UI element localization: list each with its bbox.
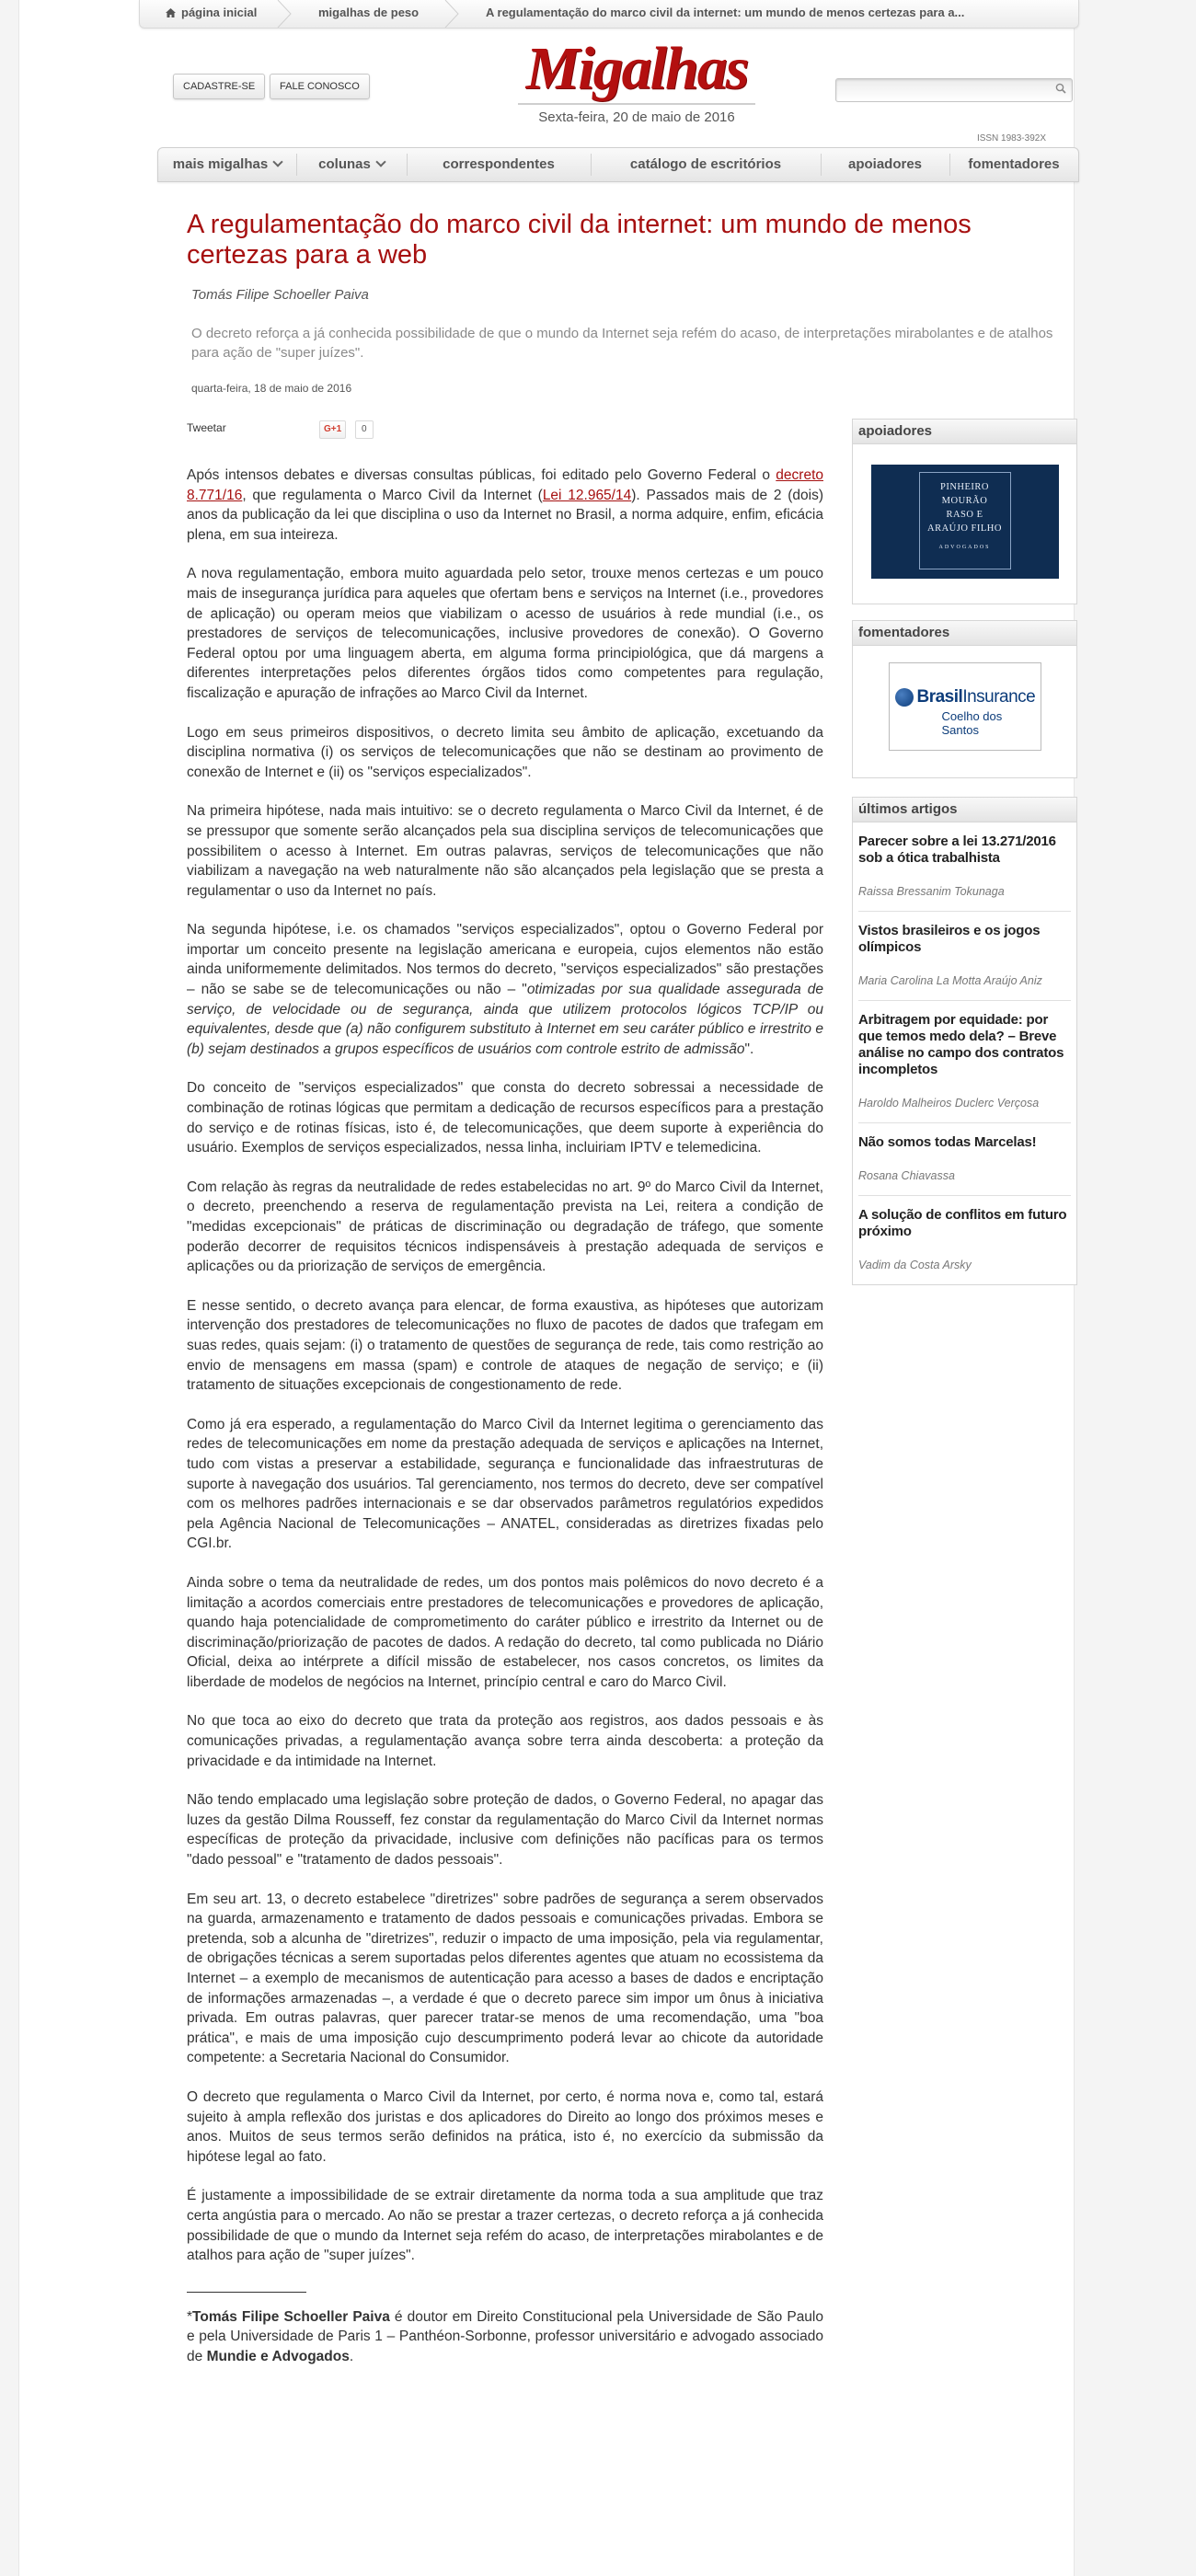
paragraph: Do conceito de "serviços especializados" que consta do decreto sobressai a necessidade de combinação de rotinas lógicas que permitam a dedicação de recursos específicos para a prestação do serviço e de rotinas físicas, isto é, de telecomunicações, que deem suporte à experiência do usuário. Exemplos de serviços especializados, nessa linha, incluiriam IPTV e telemedicina. bbox=[187, 1080, 823, 1156]
paragraph: Logo em seus primeiros dispositivos, o decreto limita seu âmbito de aplicação, excetuando da disciplina normativa (i) os serviços de telecomunicações que não se destinam ao provimento de conexão de Internet e (ii) os "serviços especializados". bbox=[187, 724, 823, 780]
breadcrumb-current: A regulamentação do marco civil da internet: um mundo de menos certezas para a... bbox=[486, 6, 965, 19]
nav-colunas[interactable]: colunas bbox=[296, 148, 407, 181]
ultimos-artigos-heading: últimos artigos bbox=[853, 798, 1076, 822]
paragraph: Após intensos debates e diversas consultas públicas, foi editado pelo Governo Federal o decreto 8.771/16, que regulamenta o Marco Civil da Internet (Lei 12.965/14). Passados mais de 2 (dois) anos da publicação da lei que disciplina o uso da Internet no Brasil, a norma adquire, enfim, eficácia plena, em sua inteireza. bbox=[187, 467, 823, 543]
paragraph: No que toca ao eixo do decreto que trata da proteção aos registros, aos dados pessoais e às comunicações privadas, a regulamentação avança sobre terra ainda descoberta: a proteção da privacidade e da intimidade na Internet. bbox=[187, 1713, 823, 1769]
main-nav bbox=[157, 147, 1079, 182]
article-date: quarta-feira, 18 de maio de 2016 bbox=[191, 382, 352, 395]
ultimos-artigos-box bbox=[852, 797, 1077, 1285]
article-link-author: Raissa Bressanim Tokunaga bbox=[858, 885, 1005, 898]
paragraph: Não tendo emplacado uma legislação sobre proteção de dados, o Governo Federal, no apagar das luzes da gestão Dilma Rousseff, fez constar da regulamentação do Marco Civil da Internet normas específicas de proteção da privacidade, inclusive com definições não pacíficas para os termos "dado pessoal" e "tratamento de dados pessoais". bbox=[187, 1792, 823, 1869]
google-plus-button[interactable]: G+1 bbox=[319, 420, 346, 439]
list-item[interactable] bbox=[858, 912, 1071, 1001]
footnote-divider bbox=[187, 2292, 306, 2293]
paragraph: Na segunda hipótese, i.e. os chamados "serviços especializados", optou o Governo Federal por importar um conceito presente na legislação americana e europeia, cujos elementos não estão ainda uniformemente delimitados. Nos termos do decreto, "serviços especializados" são prestações – não se sabe se de telecomunicações ou não – "otimizadas por sua qualidade assegurada de serviço, de velocidade ou de segurança, ainda que utilizem protocolos lógicos TCP/IP ou equivalentes, desde que (a) não configurem substituto à Internet em seu caráter público e irrestrito e (b) sejam destinados a grupos específicos de usuários com controle estrito de admissão". bbox=[187, 922, 823, 1057]
search-input[interactable] bbox=[836, 79, 1048, 99]
nav-fomentadores[interactable]: fomentadores bbox=[968, 156, 1060, 172]
contact-button[interactable]: FALE CONOSCO bbox=[270, 74, 370, 99]
paragraph: Com relação às regras da neutralidade de redes estabelecidas no art. 9º do Marco Civil da Internet, o decreto, preenchendo a reserva de regulamentação prevista na Lei, reitera a condição de "medidas excepcionais" de práticas de discriminação ou degradação de tráfego, que somente poderão decorrer de requisitos técnicos indispensáveis à prestação adequada de serviços e aplicações ou da priorização de serviços de emergência. bbox=[187, 1179, 823, 1275]
article-title: A regulamentação do marco civil da internet: um mundo de menos certezas para a web bbox=[187, 210, 972, 270]
paragraph: E nesse sentido, o decreto avança para elencar, de forma exaustiva, as hipóteses que autorizam intervenção dos prestadores de telecomunicações no fluxo de pacotes de dados que trafegam em suas redes, quais sejam: (i) o tratamento de questões de segurança de rede, tais como restrição ao envio de mensagens em massa (spam) e controle de ataques de negação de serviço; e (ii) tratamento de situações excepcionais de congestionamento de rede. bbox=[187, 1297, 823, 1394]
breadcrumb-home[interactable]: página inicial bbox=[153, 0, 257, 28]
breadcrumb-section[interactable]: migalhas de peso bbox=[318, 6, 420, 19]
article-link-author: Haroldo Malheiros Duclerc Verçosa bbox=[858, 1097, 1040, 1110]
globe-icon bbox=[895, 688, 914, 707]
page bbox=[18, 0, 1075, 2576]
breadcrumb-separator bbox=[443, 0, 460, 28]
nav-mais-migalhas[interactable]: mais migalhas bbox=[158, 148, 296, 181]
fomentadores-heading: fomentadores bbox=[853, 621, 1076, 646]
law-link[interactable]: Lei 12.965/14 bbox=[542, 487, 632, 503]
list-item[interactable] bbox=[858, 822, 1071, 912]
paragraph: Em seu art. 13, o decreto estabelece "diretrizes" sobre padrões de segurança a serem observados na guarda, armazenamento e tratamento de dados pessoais e comunicações privadas. Embora se pretenda, sob a alcunha de "diretrizes", reduzir o impacto de uma imposição, pela via regulamentar, de obrigações técnicas a serem suportadas pelos diferentes agentes que atuam no ecossistema da Internet – a exemplo de mecanismos de autenticação para acesso a bases de dados e encriptação de informações armazenadas –, a verdade é que o decreto parece sim impor um ônus à iniciativa privada. Em outras palavras, quer parecer tratar-se menos de uma recomendação, uma "boa prática", e mais de uma imposição cujo descumprimento poderá levar ao chicote da autoridade competente: a Secretaria Nacional do Consumidor. bbox=[187, 1891, 823, 2066]
fomentador-logo[interactable]: BrasilInsurance Coelho dos Santos bbox=[889, 662, 1041, 751]
article-link-title[interactable]: Parecer sobre a lei 13.271/2016 sob a ótica trabalhista bbox=[858, 834, 1056, 866]
author-footnote: *Tomás Filipe Schoeller Paiva é doutor em Direito Constitucional pela Universidade de São Paulo e pela Universidade de Paris 1 – Panthéon-Sorbonne, professor universitário e advogado associado de Mundie e Advogados. bbox=[187, 2308, 823, 2364]
article-link-author: Rosana Chiavassa bbox=[858, 1169, 955, 1182]
google-plus-count: 0 bbox=[355, 420, 374, 439]
article-link-title[interactable]: Vistos brasileiros e os jogos olímpicos bbox=[858, 923, 1041, 955]
article-author[interactable]: Tomás Filipe Schoeller Paiva bbox=[191, 287, 369, 303]
decree-link[interactable]: decreto 8.771/16 bbox=[187, 467, 823, 503]
article-body bbox=[187, 466, 823, 2386]
paragraph: A nova regulamentação, embora muito aguardada pelo setor, trouxe menos certezas e um pouco mais de insegurança jurídica para aqueles que ofertam bens e serviços na Internet (i.e., provedores de aplicação) ou operam meios que viabilizam o acesso de usuários à rede mundial (i.e., os prestadores de serviços de telecomunicações, inclusive provedores de conexão). O Governo Federal optou por uma linguagem aberta, em alguma forma principiológica, que dá margens a diferentes interpretações pelos diferentes órgãos tidos como competentes para regulação, fiscalização e apuração de infrações ao Marco Civil da Internet. bbox=[187, 566, 823, 701]
home-icon bbox=[166, 1, 176, 10]
article-link-author: Vadim da Costa Arsky bbox=[858, 1259, 972, 1271]
apoiadores-heading: apoiadores bbox=[853, 420, 1076, 444]
chevron-down-icon bbox=[273, 156, 283, 167]
chevron-down-icon bbox=[375, 156, 385, 167]
issn: ISSN 1983-392X bbox=[976, 133, 1046, 144]
breadcrumb-separator bbox=[276, 0, 293, 28]
article-link-title[interactable]: Não somos todas Marcelas! bbox=[858, 1134, 1037, 1150]
decree-quote: otimizadas por sua qualidade assegurada de serviço, de velocidade ou de segurança, ainda que utilizem protocolos lógicos TCP/IP ou equivalentes, desde que (a) não configurem substituto à Internet em seu caráter público e irrestrito e (b) sejam destinados a grupos específicos de usuários com controle estrito de admissão bbox=[187, 982, 823, 1057]
nav-correspondentes[interactable]: correspondentes bbox=[443, 156, 555, 172]
site-logo[interactable] bbox=[505, 37, 768, 125]
search-box bbox=[835, 78, 1073, 102]
logo-text: Migalhas bbox=[525, 35, 748, 102]
list-item[interactable] bbox=[858, 1196, 1071, 1284]
apoiadores-box bbox=[852, 419, 1077, 604]
logo-divider bbox=[518, 103, 755, 105]
list-item[interactable] bbox=[858, 1123, 1071, 1196]
fomentadores-box bbox=[852, 620, 1077, 778]
header-date: Sexta-feira, 20 de maio de 2016 bbox=[538, 109, 735, 125]
signup-button[interactable]: CADASTRE-SE bbox=[173, 74, 265, 99]
paragraph: É justamente a impossibilidade de se extrair diretamente da norma toda a sua amplitude que traz certa angústia para o mercado. Ao não se prestar a trazer certezas, o decreto reforça a já conhecida possibilidade de que o mundo da Internet seja refém do acaso, de interpretações mirabolantes e de atalhos para ação de "super juízes". bbox=[187, 2188, 823, 2264]
article-link-title[interactable]: A solução de conflitos em futuro próximo bbox=[858, 1207, 1067, 1239]
article-summary: O decreto reforça a já conhecida possibilidade de que o mundo da Internet seja refém do acaso, de interpretações mirabolantes e de atalhos para ação de "super juízes". bbox=[191, 326, 1053, 361]
article-link-author: Maria Carolina La Motta Araújo Aniz bbox=[858, 974, 1042, 987]
list-item[interactable] bbox=[858, 1001, 1071, 1123]
paragraph: Como já era esperado, a regulamentação do Marco Civil da Internet legitima o gerenciamento das redes de telecomunicações em nome da prestação adequada de serviços e aplicações na Internet, tudo com vistas a preservar a estabilidade, segurança e funcionalidade das infraestruturas de suporte à navegação dos usuários. Tal gerenciamento, nos termos do decreto, deve ser compatível com os melhores padrões internacionais e se dar observados parâmetros regulatórios expedidos pela Agência Nacional de Telecomunicações – ANATEL, consideradas as diretrizes fixadas pelo CGI.br. bbox=[187, 1416, 823, 1552]
paragraph: Ainda sobre o tema da neutralidade de redes, um dos pontos mais polêmicos do novo decreto é a limitação a acordos comerciais entre prestadores de telecomunicações e provedores de aplicação, quando haja potencialidade de comprometimento do caráter público e irrestrito da Internet ou de discriminação/priorização de pacotes de dados. A redação do decreto, tal como publicada no Diário Oficial, deixa ao intérprete a difícil missão de estabelecer, nos casos concretos, os limites da liberdade de modelos de negócios na Internet, princípio central e caro do Marco Civil. bbox=[187, 1574, 823, 1690]
nav-apoiadores[interactable]: apoiadores bbox=[847, 156, 923, 172]
breadcrumb bbox=[139, 0, 1079, 29]
article-link-title[interactable]: Arbitragem por equidade: por que temos medo dela? – Breve análise no campo dos contratos incompletos bbox=[858, 1012, 1064, 1077]
tweet-button[interactable]: Tweetar bbox=[187, 421, 226, 434]
nav-catalogo[interactable]: catálogo de escritórios bbox=[629, 156, 782, 172]
paragraph: Na primeira hipótese, nada mais intuitivo: se o decreto regulamenta o Marco Civil da Internet, é de se pressupor que somente serão alcançados pela sua disciplina serviços de telecomunicações que possibilitem o acesso à Internet. Em outras palavras, serviços de telecomunicações que não viabilizam a navegação na web naturalmente não são alcançados pela legislação que se presta a regulamentar o uso da Internet no país. bbox=[187, 803, 823, 899]
search-icon[interactable] bbox=[1055, 83, 1066, 94]
paragraph: O decreto que regulamenta o Marco Civil da Internet, por certo, é norma nova e, como tal, estará sujeito à ampla reflexão dos juristas e dos aplicadores do Direito ao longo dos próximos meses e anos. Muitos de seus termos serão definidos na prática, isto é, no exercício da submissão da hipótese legal ao fato. bbox=[187, 2088, 823, 2165]
apoiador-logo[interactable]: PINHEIRO MOURÃO RASO E ARAÚJO FILHO ADVOGADOS bbox=[871, 465, 1059, 579]
